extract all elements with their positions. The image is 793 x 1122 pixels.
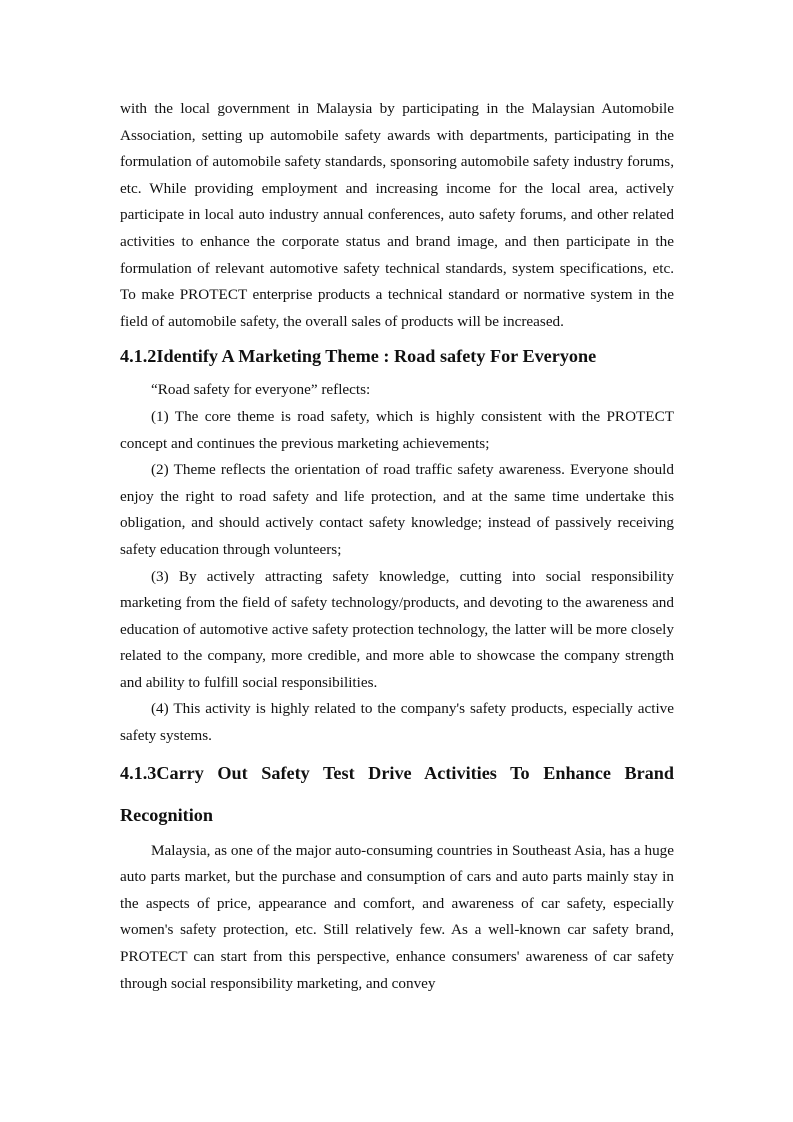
paragraph: (2) Theme reflects the orientation of road traffic safety awareness. Everyone should enjoy the right to road safety and life protection, and at the same time undertake this obligation, and should actively contact safety knowledge; instead of passively receiving safety education through volunteers;	[120, 461, 674, 558]
document-page	[120, 96, 674, 997]
paragraph: (4) This activity is highly related to the company's safety products, especially active safety systems.	[120, 700, 674, 745]
paragraph: Malaysia, as one of the major auto-consuming countries in Southeast Asia, has a huge auto parts market, but the purchase and consumption of cars and auto parts mainly stay in the aspects of price, appearance and comfort, and awareness of car safety, especially women's safety protection, etc. Still relatively few. As a well-known car safety brand, PROTECT can start from this perspective, enhance consumers' awareness of car safety through social responsibility marketing, and convey	[120, 841, 674, 992]
paragraph: (1) The core theme is road safety, which is highly consistent with the PROTECT concept and continues the previous marketing achievements;	[120, 407, 674, 452]
paragraph: “Road safety for everyone” reflects:	[151, 381, 371, 399]
section-heading-4-1-3: 4.1.3Carry Out Safety Test Drive Activities To Enhance Brand Recognition	[120, 762, 674, 825]
paragraph: (3) By actively attracting safety knowledge, cutting into social responsibility marketing from the field of safety technology/products, and devoting to the awareness and education of automotive active safety protection technology, the latter will be more closely related to the company, more credible, and more able to showcase the company strength and ability to fulfill social responsibilities.	[120, 567, 674, 691]
intro-paragraph: with the local government in Malaysia by participating in the Malaysian Automobile Association, setting up automobile safety awards with departments, participating in the formulation of automobile safety standards, sponsoring automobile safety industry forums, etc. While providing employment and increasing income for the local area, actively participate in local auto industry annual conferences, auto safety forums, and other related activities to enhance the corporate status and brand image, and then participate in the formulation of relevant automotive safety technical standards, system specifications, etc. To make PROTECT enterprise products a technical standard or normative system in the field of automobile safety, the overall sales of products will be increased.	[120, 100, 674, 330]
section-heading-4-1-2: 4.1.2Identify A Marketing Theme : Road safety For Everyone	[120, 346, 597, 367]
